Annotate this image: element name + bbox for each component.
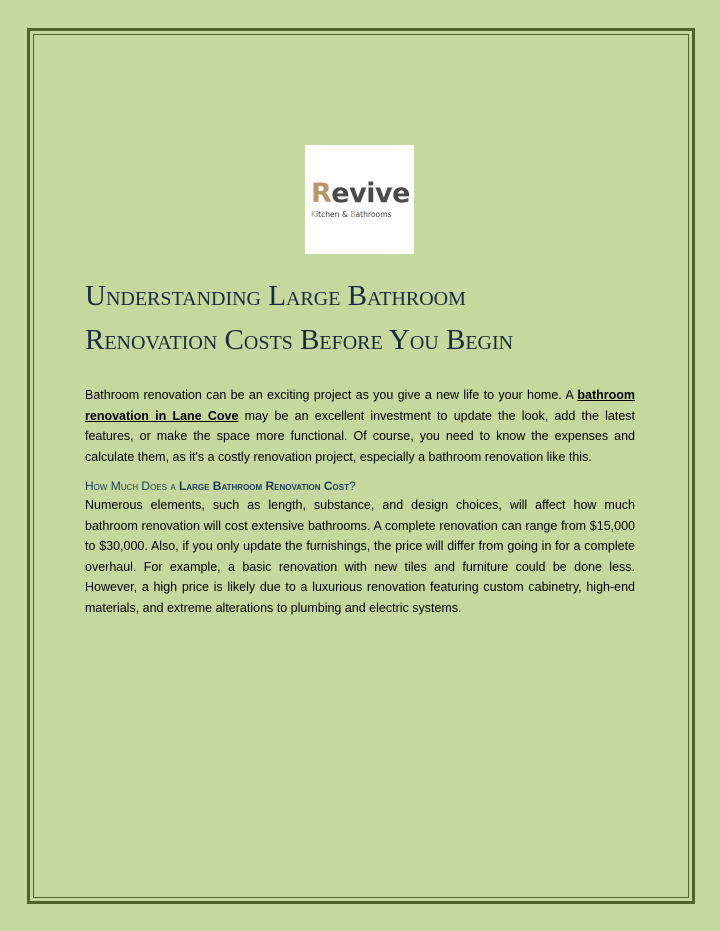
subheading-bold: Large Bathroom Renovation Cost [179, 479, 349, 493]
page-title [85, 274, 645, 362]
logo-tagline-k: K [311, 210, 316, 219]
logo-tagline [311, 210, 392, 219]
logo-letter-r: R [311, 178, 332, 209]
title-line-2: Renovation Costs Before You Begin [85, 324, 514, 356]
logo-tagline-part1: itchen & [315, 210, 351, 219]
subheading-normal: How Much Does a [85, 479, 179, 493]
revive-logo [305, 145, 414, 254]
logo-tagline-part2: athrooms [355, 210, 392, 219]
subheading-end: ? [349, 479, 356, 493]
logo-tagline-b: B [350, 210, 356, 219]
logo-brand-rest: evive [331, 178, 410, 209]
intro-text-after: may be an excellent investment to update the look, add the latest features, or make the space more functional. Of course, you need to know the expenses and calculate them, as it's a costly renovation project, especially a bathroom renovation like this. [85, 408, 635, 464]
section-subheading [85, 477, 635, 495]
intro-paragraph [85, 385, 635, 467]
intro-text-before: Bathroom renovation can be an exciting project as you give a new life to your home. A [85, 388, 578, 402]
title-line-1: Understanding Large Bathroom [85, 280, 466, 312]
logo-wordmark [311, 180, 410, 208]
lane-cove-link[interactable]: bathroom renovation in Lane Cove [85, 388, 635, 423]
cost-paragraph: Numerous elements, such as length, substance, and design choices, will affect how much bathroom renovation will cost extensive bathrooms. A complete renovation can range from $15,000 to $30,000. Also, if you only update the furnishings, the price will differ from going in for a complete overhaul. For example, a basic renovation with new tiles and furniture could be done less. However, a high price is likely due to a luxurious renovation featuring custom cabinetry, high-end materials, and extreme alterations to plumbing and electric systems. [85, 498, 635, 615]
